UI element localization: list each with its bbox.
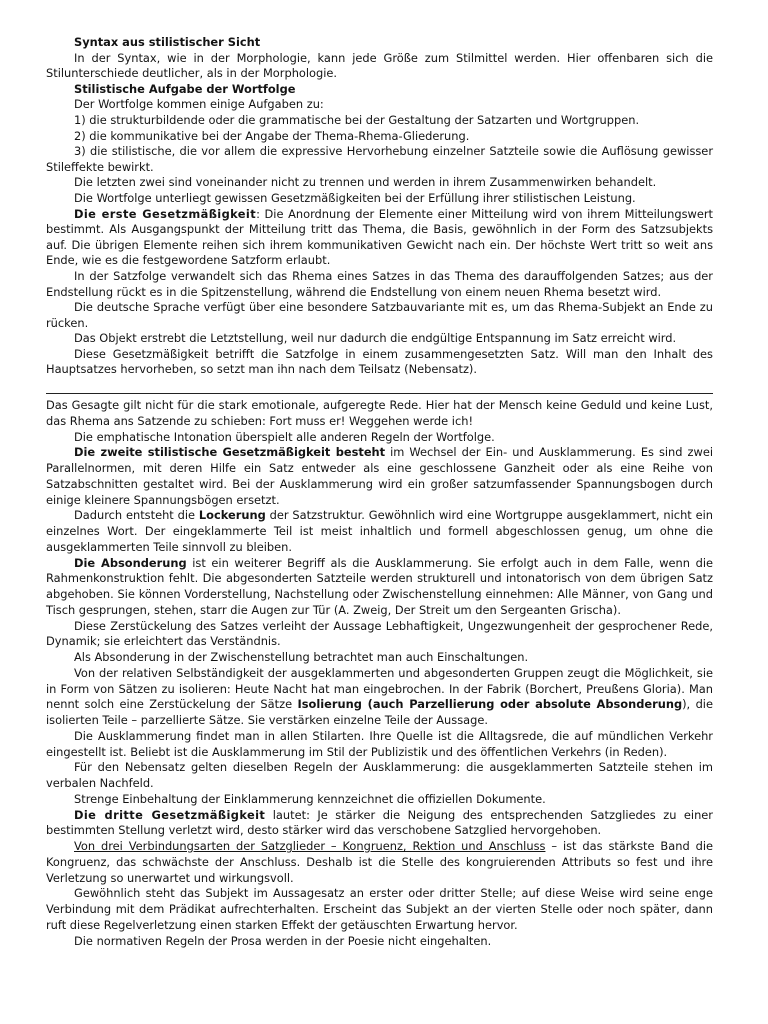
paragraph-law-2: Die zweite stilistische Gesetzmäßigkeit besteht im Wechsel der Ein- und Ausklammerung. Es sind zwei Parallelnormen, mit deren Hilfe ein Satz entweder als eine geschlossene Ganzheit oder als eine Reihe von Satzabschnitten gestaltet wird. Bei der Ausklammerung wird ein großer satzumfassender Spannungsbogen durch einige kleinere Spannungsbögen ersetzt. [46,445,713,507]
paragraph: Das Gesagte gilt nicht für die stark emotionale, aufgeregte Rede. Hier hat der Mensch keine Geduld und keine Lust, das Rhema ans Satzende zu schieben: Fort muss er! Weggehen werde ich! [46,398,713,428]
paragraph-intro: In der Syntax, wie in der Morphologie, kann jede Größe zum Stilmittel werden. Hier offenbaren sich die Stilunterschiede deutlicher, als in der Morphologie. [46,50,713,81]
section-syntax [46,35,713,378]
law-1-label: Die erste Gesetzmäßigkeit [74,206,257,221]
paragraph-lockerung: Dadurch entsteht die Lockerung der Satzstruktur. Gewöhnlich wird eine Wortgruppe ausgeklammert, nicht ein einzelnes Wort. Der eingeklammerte Teil ist meist inhaltlich und formell abgeschlossen genug, um ohne die ausgeklammerten Teile sinnvoll zu bleiben. [46,508,714,554]
term-absonderung: Die Absonderung [74,555,187,570]
underlined-phrase: Von drei Verbindungsarten der Satzglieder – Kongruenz, Rektion und Anschluss [74,839,546,854]
paragraph: Diese Zerstückelung des Satzes verleiht der Aussage Lebhaftigkeit, Ungezwungenheit der gesprochener Rede, Dynamik; sie erleichtert das Verständnis. [46,618,713,649]
paragraph: Die normativen Regeln der Prosa werden in der Poesie nicht eingehalten. [74,933,492,948]
paragraph: Die Ausklammerung findet man in allen Stilarten. Ihre Quelle ist die Alltagsrede, die auf mündlichen Verkehr eingestellt ist. Beliebt ist die Ausklammerung im Stil der Publizistik und des öffentlichen Verkehrs (in Reden). [46,728,713,759]
law-3-label: Die dritte Gesetzmäßigkeit [74,807,266,822]
paragraph: Die letzten zwei sind voneinander nicht zu trennen und werden in ihrem Zusammenwirken behandelt. [74,175,657,190]
paragraph: Als Absonderung in der Zwischenstellung betrachtet man auch Einschaltungen. [74,650,529,665]
subsection-heading: Stilistische Aufgabe der Wortfolge [74,81,296,96]
paragraph: Für den Nebensatz gelten dieselben Regeln der Ausklammerung: die ausgeklammerten Satzteile stehen im verbalen Nachfeld. [46,760,713,791]
paragraph-law-1: Die erste Gesetzmäßigkeit: Die Anordnung der Elemente einer Mitteilung wird von ihrem Mitteilungswert bestimmt. Als Ausgangspunkt der Mitteilung tritt das Thema, die Basis, gewöhnlich in der Form des Satzsubjekts auf. Die übrigen Elemente reihen sich ihrem kommunikativen Gewicht nach ein. Der höchste Wert tritt so weit ans Ende, wie es die festgewordene Satzform erlaubt. [46,206,713,268]
paragraph-isolierung: Von der relativen Selbständigkeit der ausgeklammerten und abgesonderten Gruppen zeugt die Möglichkeit, sie in Form von Sätzen zu isolieren: Heute Nacht hat man eingebrochen. In der Fabrik (Borchert, Preußens Gloria). Man nennt solch eine Zerstückelung der Sätze Isolierung (auch Parzellierung oder absolute Absonderung), die isolierten Teile – parzellierte Sätze. Sie verstärken einzelne Teile der Aussage. [46,665,713,728]
document-page [46,35,713,949]
list-item: 2) die kommunikative bei der Angabe der Thema-Rhema-Gliederung. [74,128,470,143]
paragraph: Das Objekt erstrebt die Letztstellung, weil nur dadurch die endgültige Entspannung im Satz erreicht wird. [74,331,677,346]
paragraph: Die deutsche Sprache verfügt über eine besondere Satzbauvariante mit es, um das Rhema-Subjekt an Ende zu rücken. [46,300,713,330]
law-2-label: Die zweite stilistische Gesetzmäßigkeit besteht [74,445,386,460]
paragraph: Gewöhnlich steht das Subjekt im Aussagesatz an erster oder dritter Stelle; auf diese Weise wird seine enge Verbindung mit dem Prädikat aufrechterhalten. Erscheint das Subjekt an der vierten Stelle oder noch später, dann ruft diese Regelverletzung einen starken Effekt der getäuschten Erwartung hervor. [46,886,713,932]
paragraph: Diese Gesetzmäßigkeit betrifft die Satzfolge in einem zusammengesetzten Satz. Will man den Inhalt des Hauptsatzes hervorheben, so setzt man ihn nach dem Teilsatz (Nebensatz). [46,346,713,377]
list-item: 3) die stilistische, die vor allem die expressive Hervorhebung einzelner Satzteile sowie die Auflösung gewisser Stileffekte bewirkt. [46,144,713,174]
paragraph-kongruenz: Von drei Verbindungsarten der Satzglieder – Kongruenz, Rektion und Anschluss – ist das stärkste Band die Kongruenz, das schwächste der Anschluss. Deshalb ist die Stelle des kongruierenden Attributs so fest und ihre Verletzung so unerwartet und wirkungsvoll. [46,839,713,885]
paragraph-absonderung: Die Absonderung ist ein weiterer Begriff als die Ausklammerung. Sie erfolgt auch in dem Falle, wenn die Rahmenkonstruktion fehlt. Die abgesonderten Satzteile werden strukturell und intonatorisch von dem übrigen Satz abgehoben. Sie können Vorderstellung, Nachstellung oder Zwischenstellung einnehmen: Alle Männer, von Gang und Tisch gesprungen, stehen, starr die Augen zur Tür (A. Zweig, Der Streit um den Sergeanten Grischa). [46,555,713,617]
paragraph-law-3: Die dritte Gesetzmäßigkeit lautet: Je stärker die Neigung des entsprechenden Satzgliedes zu einer bestimmten Stellung verletzt wird, desto stärker wird das verschobene Satzglied hervorgehoben. [46,807,713,838]
section-wortfolge-laws [46,398,713,949]
term-isolierung: Isolierung (auch Parzellierung oder absolute Absonderung [297,697,683,712]
section-heading: Syntax aus stilistischer Sicht [74,35,261,49]
paragraph: Die Wortfolge unterliegt gewissen Gesetzmäßigkeiten bei der Erfüllung ihrer stilistischen Leistung. [74,190,636,205]
paragraph-lead: Der Wortfolge kommen einige Aufgaben zu: [74,97,324,112]
paragraph: Strenge Einbehaltung der Einklammerung kennzeichnet die offiziellen Dokumente. [74,791,546,806]
paragraph: Die emphatische Intonation überspielt alle anderen Regeln der Wortfolge. [74,429,495,444]
list-item: 1) die strukturbildende oder die grammatische bei der Gestaltung der Satzarten und Wortgruppen. [74,112,640,127]
paragraph: In der Satzfolge verwandelt sich das Rhema eines Satzes in das Thema des darauffolgenden Satzes; aus der Endstellung rückt es in die Spitzenstellung, während die Endstellung von einem neuen Rhema besetzt wird. [46,268,713,299]
term-lockerung: Lockerung [198,508,266,523]
